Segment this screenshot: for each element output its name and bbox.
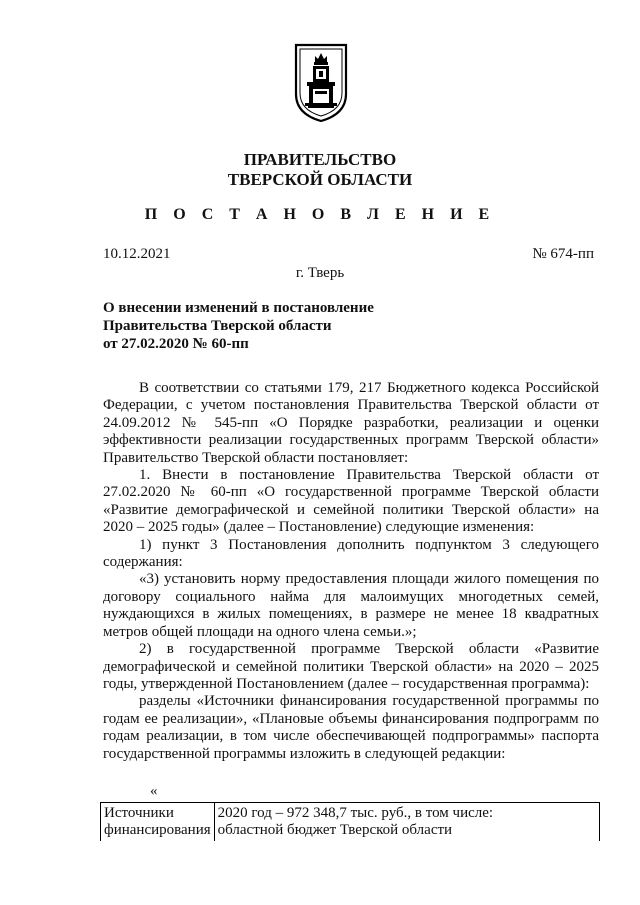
document-type-heading: П О С Т А Н О В Л Е Н И Е [144, 206, 496, 223]
title-line-2: Правительства Тверской области [103, 318, 332, 334]
table-value-line-1: 2020 год – 972 348,7 тыс. руб., в том числе: [217, 805, 494, 821]
table-value-line-2: областной бюджет Тверской области [217, 822, 453, 838]
document-title [103, 299, 374, 353]
table-row [101, 803, 600, 842]
body-paragraph-quoted-norm: «3) установить норму предоставления площади жилого помещения по договору социального найма для малоимущих многодетных семей, нуждающихся в жилых помещениях, в размере не менее 18 квадратных метров общей площади на одного члена семьи.»; [103, 571, 599, 640]
body-paragraph-subitem-1: 1) пункт 3 Постановления дополнить подпунктом 3 следующего содержания: [103, 536, 599, 571]
document-body [103, 380, 599, 763]
body-paragraph-preamble: В соответствии со статьями 179, 217 Бюджетного кодекса Российской Федерации, с учетом постановления Правительства Тверской области от 24.09.2012 № 545-пп «О Порядке разработки, реализации и оценки эффективности реализации государственных программ Тверской области» Правительство Тверской области постановляет: [103, 380, 599, 466]
body-paragraph-subitem-2: 2) в государственной программе Тверской области «Развитие демографической и семейной политики Тверской области» на 2020 – 2025 годы, утвержденной Постановлением (далее – государственная программа): [103, 641, 599, 692]
quote-mark: « [150, 783, 158, 799]
financing-table [100, 802, 600, 841]
title-line-3: от 27.02.2020 № 60-пп [103, 336, 249, 352]
coat-of-arms-emblem [293, 42, 349, 124]
government-name-line1: ПРАВИТЕЛЬСТВО [243, 150, 397, 169]
table-cell-label: Источники финансирования [101, 803, 215, 842]
government-name-line2: ТВЕРСКОЙ ОБЛАСТИ [227, 170, 413, 189]
document-number: № 674-пп [532, 246, 594, 262]
document-city: г. Тверь [295, 265, 345, 281]
body-paragraph-item-1: 1. Внести в постановление Правительства Тверской области от 27.02.2020 № 60-пп «О государственной программе Тверской области «Развитие демографической и семейной политики Тверской области» на 2020 – 2025 годы» (далее – Постановление) следующие изменения: [103, 467, 599, 536]
title-line-1: О внесении изменений в постановление [103, 300, 374, 316]
table-cell-values [214, 803, 599, 842]
document-date: 10.12.2021 [103, 246, 171, 262]
body-paragraph-sections: разделы «Источники финансирования государственной программы по годам ее реализации», «Плановые объемы финансирования подпрограмм по годам реализации, в том числе обеспечивающей подпрограммы» паспорта государственной программы изложить в следующей редакции: [103, 693, 599, 762]
